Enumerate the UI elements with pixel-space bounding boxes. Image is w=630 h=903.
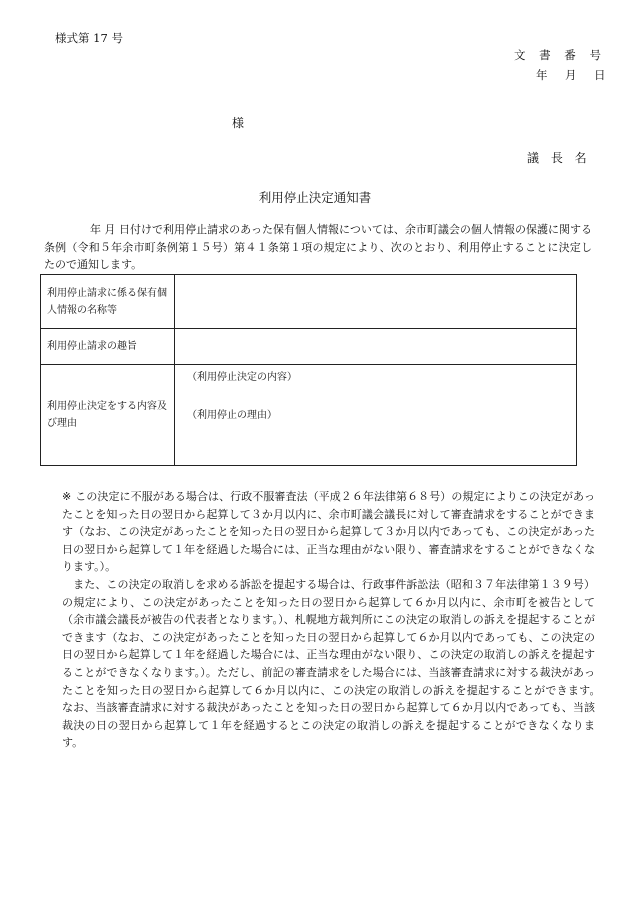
notes-text-1: この決定に不服がある場合は、行政不服審査法（平成２６年法律第６８号）の規定によりこの決定があったことを知った日の翌日から起算して３か月以内に、余市町議会議長に対して審査請求をすることができます（なお、この決定があったことを知った日の翌日から起算して３か月以内であっても、この決定があった日の翌日から起算して１年を経過した場合には、正当な理由がない限り、審査請求をすることができなくなります。）。 [62, 490, 595, 574]
decision-content-label: （利用停止決定の内容） [187, 372, 297, 383]
decision-reason-label: （利用停止の理由） [187, 410, 277, 421]
table-row [41, 275, 577, 329]
notes-text-2: また、この決定の取消しを求める訴訟を提起する場合は、行政事件訴訟法（昭和３７年法律第１３９号）の規定により、この決定があったことを知った日の翌日から起算して６か月以内に、余市町を被告として（余市議会議長が被告の代表者となります。）、札幌地方裁判所にこの決定の取消しの訴えを提起することができます（なお、この決定があったことを知った日の翌日から起算して６か月以内であっても、この決定の日の翌日から起算して１年を経過した場合には、正当な理由がない限り、この決定の取消しの訴えを提起することができなくなります。）。ただし、前記の審査請求をした場合には、当該審査請求に対する裁決があったことを知った日の翌日から起算して６か月以内に、この決定の取消しの訴えを提起することができます。 なお、当該審査請求に対する裁決があったことを知った日の翌日から起算して６か月以内であっても、当該裁決の日の翌日から起算して１年を経過するとこの決定の取消しの訴えを提起することができなくなります。 [62, 577, 606, 750]
addressee: 様 [232, 116, 245, 130]
document-date: 年 月 日 [536, 68, 609, 82]
notes-paragraph-2 [62, 576, 606, 752]
notes-indent [62, 578, 73, 591]
decision-details-label: 利用停止決定をする内容及び理由 [41, 365, 175, 466]
decision-details-value [175, 365, 577, 466]
body-paragraph [44, 221, 592, 274]
requested-info-value [175, 275, 577, 329]
note-mark: ※ [62, 490, 72, 503]
document-number: 文 書 番 号 [514, 48, 606, 62]
body-text: 年 月 日付けで利用停止請求のあった保有個人情報については、余市町議会の個人情報の保護に関する条例（令和５年余市町条例第１５号）第４１条第１項の規定により、次のとおり、利用停止することに決定したので通知します。 [44, 223, 592, 271]
form-number: 様式第 17 号 [55, 31, 123, 45]
notes-paragraph-1 [62, 488, 595, 576]
document-title: 利用停止決定通知書 [258, 190, 372, 205]
requested-info-label: 利用停止請求に係る保有個人情報の名称等 [41, 275, 175, 329]
decision-table [40, 274, 577, 466]
request-purpose-value [175, 329, 577, 365]
table-row [41, 329, 577, 365]
table-row [41, 365, 577, 466]
appeal-notes [62, 488, 606, 752]
sender-name: 議 長 名 [527, 151, 591, 165]
request-purpose-label: 利用停止請求の趣旨 [41, 329, 175, 365]
